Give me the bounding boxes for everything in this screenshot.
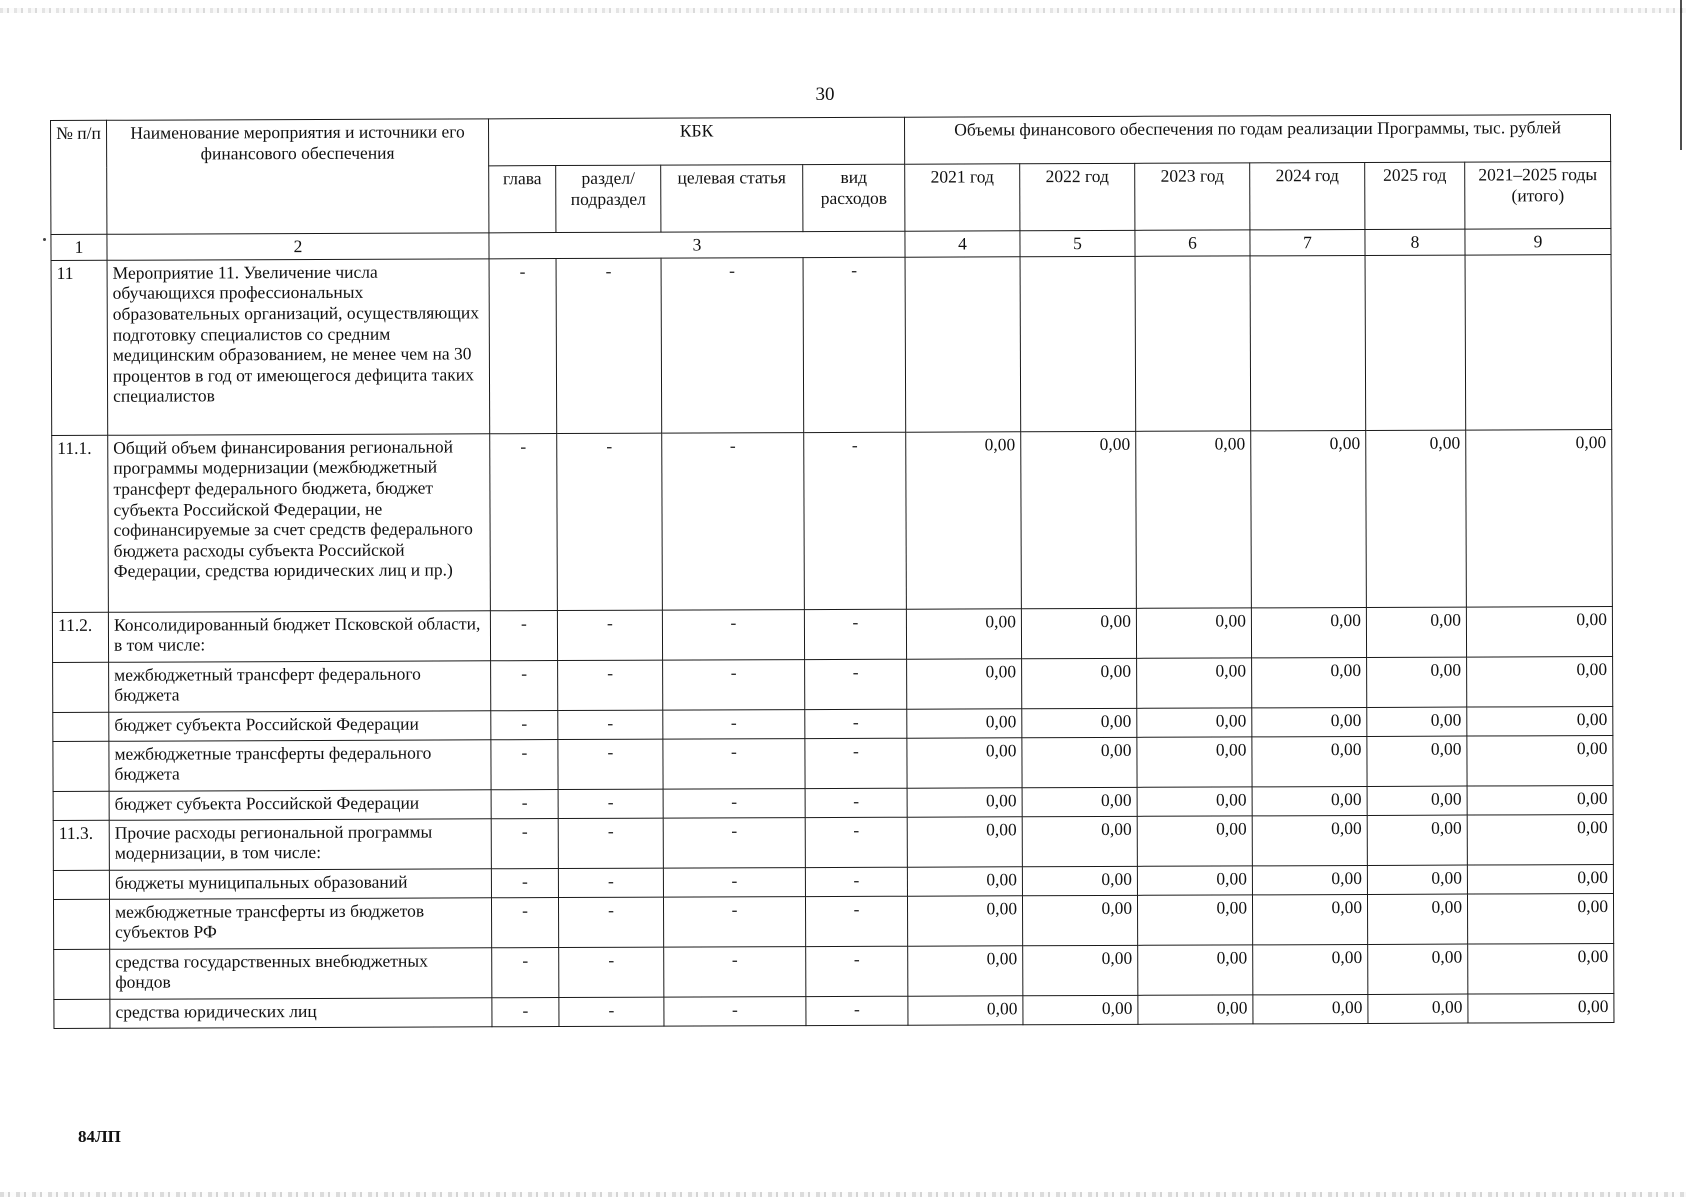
kbk-glava-cell: - xyxy=(492,997,559,1026)
value-2024-cell: 0,00 xyxy=(1252,736,1367,786)
value-total-cell: 0,00 xyxy=(1468,993,1614,1023)
row-number: 11.1. xyxy=(52,435,109,612)
row-number xyxy=(53,741,109,791)
header-2022: 2022 год xyxy=(1020,163,1135,230)
value-2022-cell xyxy=(1020,256,1136,431)
value-total-cell: 0,00 xyxy=(1467,864,1613,894)
kbk-vid-cell: - xyxy=(804,432,907,609)
value-total-cell: 0,00 xyxy=(1468,893,1614,944)
header-glava: глава xyxy=(489,166,556,233)
kbk-razdel-cell: - xyxy=(558,739,663,789)
row-name: межбюджетные трансферты федерального бюджета xyxy=(109,739,491,790)
header-num: № п/п xyxy=(51,120,107,234)
kbk-razdel-cell: - xyxy=(558,710,663,739)
value-2024-cell: 0,00 xyxy=(1253,894,1368,944)
row-number: 11 xyxy=(51,260,108,435)
value-total-cell: 0,00 xyxy=(1468,943,1614,994)
value-2023-cell: 0,00 xyxy=(1138,995,1253,1024)
scan-artifact-bottom xyxy=(0,1192,1686,1197)
value-total-cell: 0,00 xyxy=(1467,814,1613,865)
kbk-razdel-cell: - xyxy=(559,947,664,997)
table-row xyxy=(53,814,1613,870)
kbk-vid-cell: - xyxy=(805,788,907,817)
value-2025-cell: 0,00 xyxy=(1367,657,1467,707)
kbk-celevaya-cell: - xyxy=(663,738,805,789)
kbk-glava-cell: - xyxy=(491,660,558,710)
row-number: 11.2. xyxy=(52,612,108,662)
row-number xyxy=(53,662,109,712)
row-number xyxy=(53,712,109,741)
value-total-cell: 0,00 xyxy=(1467,785,1613,815)
header-2023: 2023 год xyxy=(1135,163,1250,230)
kbk-celevaya-cell: - xyxy=(663,788,805,818)
column-number: 8 xyxy=(1365,229,1465,255)
value-2021-cell xyxy=(905,256,1021,431)
row-name: Консолидированный бюджет Псковской области, в том числе: xyxy=(108,610,490,661)
value-2025-cell: 0,00 xyxy=(1367,786,1467,815)
column-number: 7 xyxy=(1250,229,1365,255)
row-name: межбюджетный трансферт федерального бюджета xyxy=(109,660,491,711)
kbk-celevaya-cell: - xyxy=(663,709,805,739)
value-total-cell: 0,00 xyxy=(1466,429,1613,607)
row-name: бюджет субъекта Российской Федерации xyxy=(109,789,491,819)
column-number: 3 xyxy=(489,231,905,258)
value-2022-cell: 0,00 xyxy=(1022,737,1137,787)
value-2025-cell: 0,00 xyxy=(1367,707,1467,736)
kbk-vid-cell: - xyxy=(805,709,907,738)
column-number: 4 xyxy=(905,231,1020,257)
table-row xyxy=(54,943,1614,999)
value-2021-cell: 0,00 xyxy=(907,866,1022,895)
kbk-vid-cell: - xyxy=(805,817,907,867)
row-number xyxy=(53,870,109,899)
row-name: межбюджетные трансферты из бюджетов субъектов РФ xyxy=(109,897,491,948)
row-name: средства государственных внебюджетных фондов xyxy=(110,947,492,998)
header-vid: вид расходов xyxy=(803,164,905,231)
value-2023-cell: 0,00 xyxy=(1137,708,1252,737)
row-number xyxy=(54,949,110,999)
row-number: 11.3. xyxy=(53,820,109,870)
value-2022-cell: 0,00 xyxy=(1022,866,1137,895)
value-2022-cell: 0,00 xyxy=(1022,708,1137,737)
value-2022-cell: 0,00 xyxy=(1023,995,1138,1024)
value-2021-cell: 0,00 xyxy=(907,816,1022,866)
value-2022-cell: 0,00 xyxy=(1023,895,1138,945)
kbk-vid-cell: - xyxy=(806,996,908,1025)
value-2025-cell: 0,00 xyxy=(1368,944,1468,994)
header-name: Наименование мероприятия и источники его финансового обеспечения xyxy=(107,119,489,234)
column-number: 9 xyxy=(1465,229,1611,255)
header-row-top xyxy=(51,115,1611,168)
value-total-cell: 0,00 xyxy=(1466,606,1612,657)
kbk-vid-cell: - xyxy=(805,896,907,946)
value-2024-cell: 0,00 xyxy=(1251,607,1366,657)
table-body xyxy=(51,254,1614,1028)
kbk-glava-cell: - xyxy=(491,897,558,947)
value-2023-cell: 0,00 xyxy=(1137,658,1252,708)
column-number: 6 xyxy=(1135,230,1250,256)
scan-artifact-right xyxy=(1680,0,1682,150)
value-2022-cell: 0,00 xyxy=(1021,431,1137,608)
value-total-cell: 0,00 xyxy=(1467,735,1613,786)
kbk-glava-cell: - xyxy=(491,789,558,818)
value-2021-cell: 0,00 xyxy=(907,658,1022,708)
value-2024-cell: 0,00 xyxy=(1253,944,1368,994)
header-celevaya: целевая статья xyxy=(661,165,803,233)
row-number xyxy=(53,899,109,949)
row-number xyxy=(54,999,110,1028)
value-2021-cell: 0,00 xyxy=(908,945,1023,995)
row-name: средства юридических лиц xyxy=(110,997,492,1027)
header-2021: 2021 год xyxy=(905,164,1020,231)
kbk-glava-cell: - xyxy=(490,433,558,610)
value-2023-cell: 0,00 xyxy=(1137,737,1252,787)
value-2022-cell: 0,00 xyxy=(1022,787,1137,816)
value-2022-cell: 0,00 xyxy=(1021,608,1136,658)
kbk-glava-cell: - xyxy=(492,947,559,997)
value-2023-cell: 0,00 xyxy=(1137,816,1252,866)
kbk-razdel-cell: - xyxy=(558,897,663,947)
value-2024-cell xyxy=(1250,255,1366,430)
row-name: бюджет субъекта Российской Федерации xyxy=(109,710,491,740)
kbk-celevaya-cell: - xyxy=(662,609,804,660)
kbk-celevaya-cell: - xyxy=(662,432,805,610)
value-2023-cell: 0,00 xyxy=(1137,787,1252,816)
kbk-vid-cell: - xyxy=(803,257,906,432)
kbk-razdel-cell: - xyxy=(559,997,664,1026)
value-2023-cell: 0,00 xyxy=(1136,431,1252,608)
column-number: 1 xyxy=(51,234,107,260)
value-total-cell xyxy=(1465,254,1612,430)
kbk-vid-cell: - xyxy=(804,609,906,659)
kbk-glava-cell: - xyxy=(491,739,558,789)
value-2024-cell: 0,00 xyxy=(1252,865,1367,894)
kbk-razdel-cell: - xyxy=(556,258,662,433)
header-volumes: Объемы финансового обеспечения по годам реализации Программы, тыс. рублей xyxy=(905,115,1611,165)
value-2024-cell: 0,00 xyxy=(1252,707,1367,736)
kbk-glava-cell: - xyxy=(489,258,557,433)
value-2021-cell: 0,00 xyxy=(906,431,1022,608)
row-number xyxy=(53,791,109,820)
kbk-celevaya-cell: - xyxy=(663,867,805,897)
header-2025: 2025 год xyxy=(1365,162,1465,229)
kbk-glava-cell: - xyxy=(491,710,558,739)
value-2022-cell: 0,00 xyxy=(1022,816,1137,866)
column-number: 2 xyxy=(107,233,489,260)
table-row xyxy=(53,893,1613,949)
kbk-vid-cell: - xyxy=(806,946,908,996)
row-name: Мероприятие 11. Увеличение числа обучающихся профессиональных образовательных организаций, осуществляющих подготовку специалистов со средним медицинским образованием, не менее чем на 30 процентов в год от имеющегося дефицита таких специалистов xyxy=(107,258,490,434)
table-row xyxy=(52,606,1612,662)
value-2023-cell: 0,00 xyxy=(1137,866,1252,895)
financing-table xyxy=(50,114,1615,1029)
kbk-glava-cell: - xyxy=(491,818,558,868)
value-total-cell: 0,00 xyxy=(1467,656,1613,707)
kbk-razdel-cell: - xyxy=(557,610,662,660)
column-number: 5 xyxy=(1020,230,1135,256)
scan-artifact-top xyxy=(0,8,1686,13)
table-row xyxy=(54,993,1614,1028)
kbk-vid-cell: - xyxy=(805,659,907,709)
kbk-razdel-cell: - xyxy=(558,868,663,897)
kbk-razdel-cell: - xyxy=(557,433,663,610)
kbk-celevaya-cell: - xyxy=(664,996,806,1026)
value-2022-cell: 0,00 xyxy=(1022,658,1137,708)
kbk-celevaya-cell: - xyxy=(661,257,804,433)
row-name: бюджеты муниципальных образований xyxy=(109,868,491,898)
kbk-glava-cell: - xyxy=(490,610,557,660)
kbk-celevaya-cell: - xyxy=(663,896,805,947)
kbk-celevaya-cell: - xyxy=(664,946,806,997)
page-number: 30 xyxy=(815,84,835,105)
scan-speck xyxy=(43,238,46,241)
value-2025-cell: 0,00 xyxy=(1366,430,1467,607)
value-2025-cell: 0,00 xyxy=(1367,736,1467,786)
table-row xyxy=(53,656,1613,712)
kbk-razdel-cell: - xyxy=(558,818,663,868)
table-row xyxy=(53,735,1613,791)
table-row xyxy=(52,429,1613,612)
header-kbk: КБК xyxy=(488,117,904,166)
value-2021-cell: 0,00 xyxy=(908,995,1023,1024)
value-2023-cell: 0,00 xyxy=(1136,608,1251,658)
table-row xyxy=(51,254,1612,435)
value-2025-cell: 0,00 xyxy=(1366,607,1466,657)
footer-code: 84ЛП xyxy=(78,1127,121,1146)
header-2024: 2024 год xyxy=(1250,162,1365,229)
header-razdel: раздел/ подраздел xyxy=(556,165,661,232)
kbk-razdel-cell: - xyxy=(558,789,663,818)
value-2023-cell xyxy=(1135,256,1251,431)
value-2024-cell: 0,00 xyxy=(1252,786,1367,815)
value-2025-cell: 0,00 xyxy=(1367,865,1467,894)
value-2024-cell: 0,00 xyxy=(1251,430,1367,607)
value-2024-cell: 0,00 xyxy=(1252,657,1367,707)
value-2023-cell: 0,00 xyxy=(1138,895,1253,945)
value-2025-cell: 0,00 xyxy=(1367,815,1467,865)
row-name: Прочие расходы региональной программы модернизации, в том числе: xyxy=(109,818,491,869)
kbk-vid-cell: - xyxy=(805,738,907,788)
kbk-celevaya-cell: - xyxy=(663,659,805,710)
value-2025-cell: 0,00 xyxy=(1368,894,1468,944)
kbk-vid-cell: - xyxy=(805,867,907,896)
value-2021-cell: 0,00 xyxy=(907,787,1022,816)
value-2025-cell xyxy=(1365,255,1466,430)
kbk-glava-cell: - xyxy=(491,868,558,897)
kbk-celevaya-cell: - xyxy=(663,817,805,868)
value-2021-cell: 0,00 xyxy=(906,608,1021,658)
value-2023-cell: 0,00 xyxy=(1138,945,1253,995)
kbk-razdel-cell: - xyxy=(558,660,663,710)
row-name: Общий объем финансирования региональной программы модернизации (межбюджетный трансферт федерального бюджета, бюджет субъекта Российской Федерации, не софинансируемые за счет средств федерального бюджета расходы субъекта Российской Федерации, средства юридических лиц и пр.) xyxy=(108,433,491,611)
header-total: 2021–2025 годы (итого) xyxy=(1465,162,1611,230)
value-2022-cell: 0,00 xyxy=(1023,945,1138,995)
value-2021-cell: 0,00 xyxy=(907,708,1022,737)
value-2021-cell: 0,00 xyxy=(908,895,1023,945)
value-2024-cell: 0,00 xyxy=(1253,994,1368,1023)
value-2021-cell: 0,00 xyxy=(907,737,1022,787)
value-total-cell: 0,00 xyxy=(1467,706,1613,736)
value-2025-cell: 0,00 xyxy=(1368,994,1468,1023)
value-2024-cell: 0,00 xyxy=(1252,815,1367,865)
